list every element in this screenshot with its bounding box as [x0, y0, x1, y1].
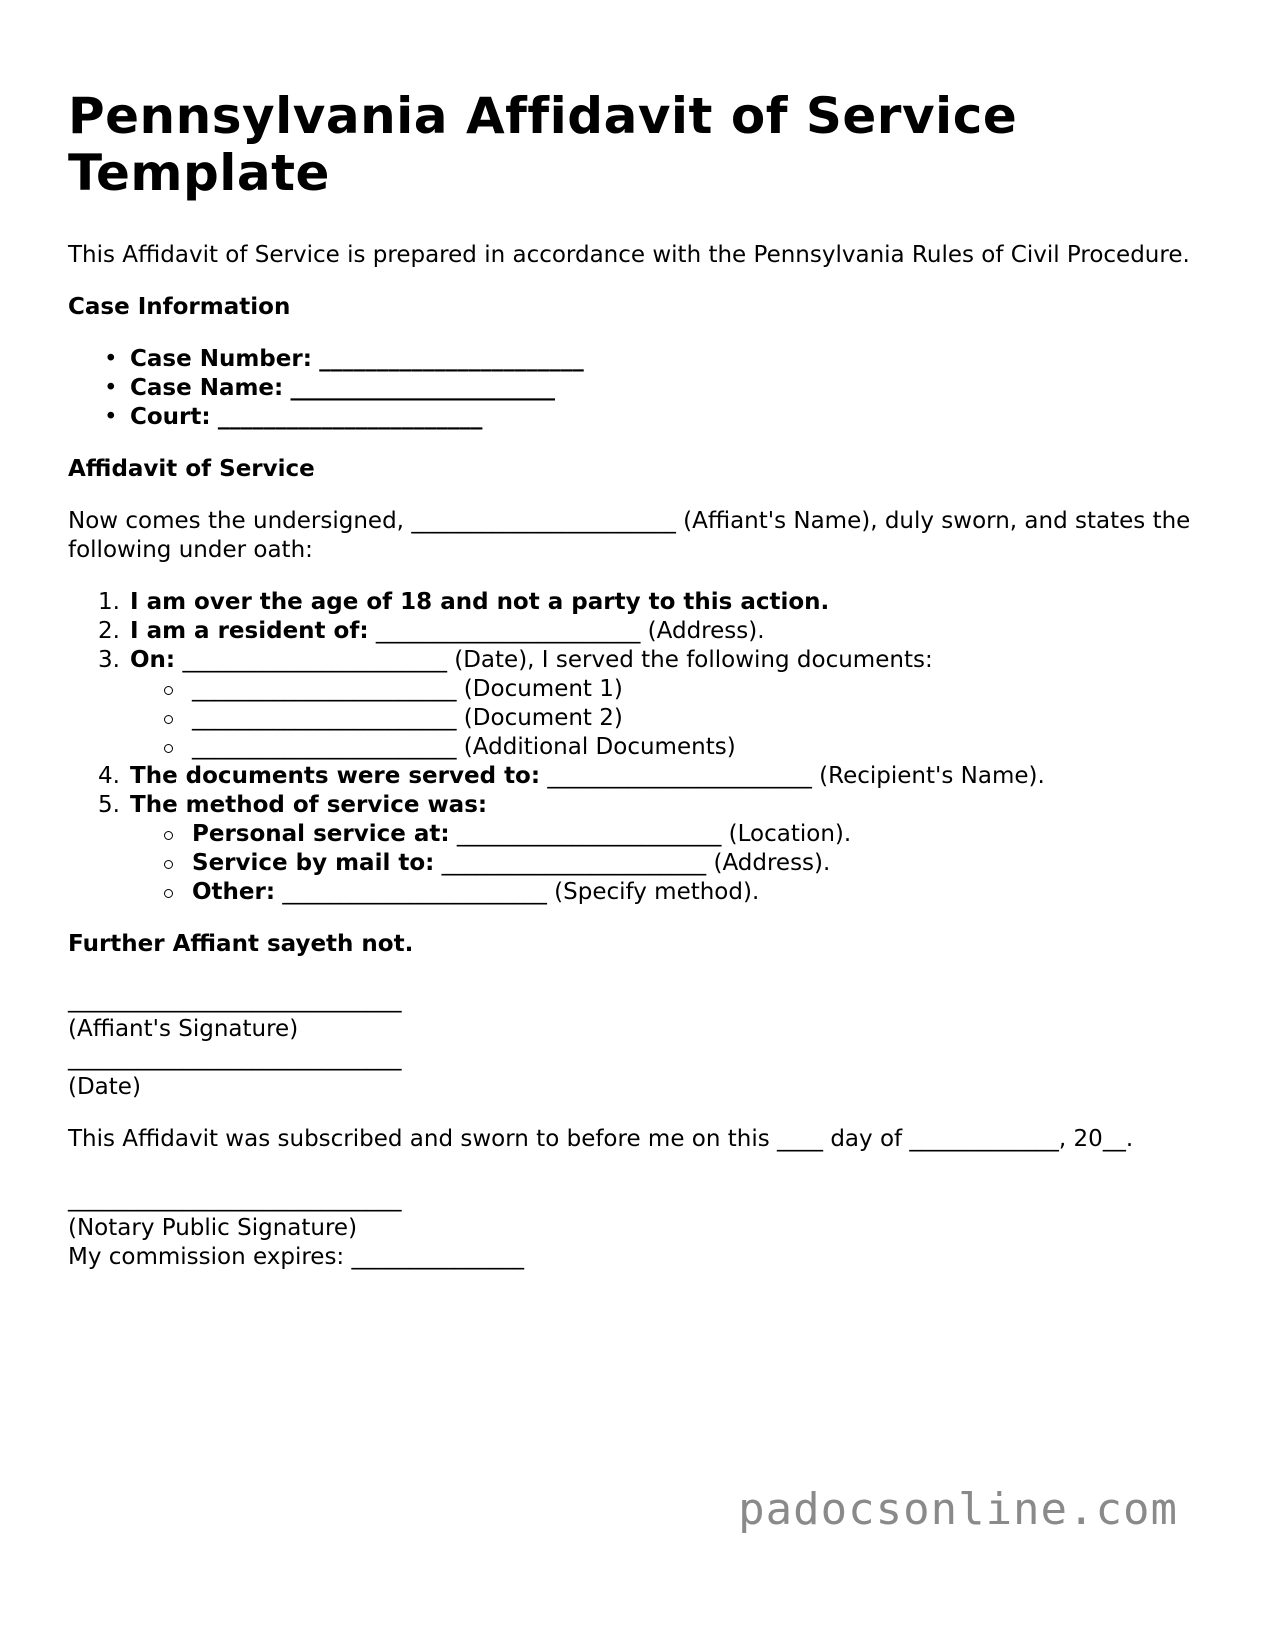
location-blank[interactable]: _______________________ — [456, 821, 722, 847]
opening-paragraph — [68, 507, 1208, 565]
affiant-signature-line[interactable]: _____________________________ — [68, 987, 402, 1013]
statement-1-label: I am over the age of 18 and not a party to this action. — [130, 589, 830, 615]
case-name-blank[interactable]: _______________________ — [290, 375, 556, 401]
statement-number: 3. — [98, 647, 120, 673]
service-methods-list — [130, 820, 1208, 907]
statement-5 — [98, 791, 1208, 907]
statement-2-label: I am a resident of: — [130, 618, 369, 644]
case-number-blank[interactable]: _______________________ — [319, 346, 584, 372]
statement-number: 4. — [98, 763, 120, 789]
commission-prefix: My commission expires: — [68, 1244, 352, 1270]
document-1-suffix: (Document 1) — [456, 676, 623, 702]
mail-service-label: Service by mail to: — [192, 850, 435, 876]
opening-prefix: Now comes the undersigned, — [68, 508, 412, 534]
statement-number: 5. — [98, 792, 120, 818]
affiant-name-blank[interactable]: _______________________ — [411, 508, 676, 534]
affiant-signature-block — [68, 986, 1208, 1044]
notary-signature-line[interactable]: _____________________________ — [68, 1186, 402, 1212]
location-suffix: (Location). — [721, 821, 852, 847]
document-title: Pennsylvania Affidavit of Service Template — [68, 87, 1018, 202]
site-watermark: padocsonline.com — [738, 1484, 1178, 1535]
case-name-label: Case Name: — [130, 375, 284, 401]
resident-address-blank[interactable]: _______________________ — [375, 618, 641, 644]
additional-documents-suffix: (Additional Documents) — [456, 734, 736, 760]
case-information-list — [68, 345, 1208, 432]
statement-2-suffix: (Address). — [640, 618, 765, 644]
case-number-label: Case Number: — [130, 346, 312, 372]
notary-block — [68, 1185, 1208, 1272]
statement-number: 1. — [98, 589, 120, 615]
document-1-blank[interactable]: _______________________ — [192, 676, 457, 702]
statement-4-suffix: (Recipient's Name). — [811, 763, 1045, 789]
statement-4-label: The documents were served to: — [130, 763, 541, 789]
sworn-statement: This Affidavit was subscribed and sworn to before me on this ____ day of _____________, 20__. — [68, 1126, 1134, 1152]
statement-number: 2. — [98, 618, 120, 644]
statement-1 — [98, 588, 1208, 617]
further-affiant-heading: Further Affiant sayeth not. — [68, 931, 414, 957]
affidavit-of-service-heading: Affidavit of Service — [68, 456, 315, 482]
affiant-signature-label: (Affiant's Signature) — [68, 1016, 299, 1042]
document-2-blank[interactable]: _______________________ — [192, 705, 457, 731]
documents-list — [130, 675, 1208, 762]
document-item — [192, 704, 1208, 733]
statement-3-label: On: — [130, 647, 176, 673]
method-item — [192, 820, 1208, 849]
method-item — [192, 849, 1208, 878]
commission-blank[interactable]: _______________ — [351, 1244, 524, 1270]
other-method-label: Other: — [192, 879, 276, 905]
statements-list — [68, 588, 1208, 907]
method-item — [192, 878, 1208, 907]
other-method-blank[interactable]: _______________________ — [282, 879, 547, 905]
case-information-heading: Case Information — [68, 294, 291, 320]
date-line[interactable]: _____________________________ — [68, 1045, 402, 1071]
service-date-blank[interactable]: _______________________ — [182, 647, 447, 673]
statement-3-suffix: (Date), I served the following documents: — [446, 647, 933, 673]
other-method-suffix: (Specify method). — [546, 879, 760, 905]
statement-3 — [98, 646, 1208, 762]
document-item — [192, 675, 1208, 704]
mail-address-blank[interactable]: _______________________ — [441, 850, 707, 876]
statement-2 — [98, 617, 1208, 646]
statement-5-label: The method of service was: — [130, 792, 488, 818]
statement-4 — [98, 762, 1208, 791]
intro-paragraph: This Affidavit of Service is prepared in accordance with the Pennsylvania Rules of Civil Procedure. — [68, 242, 1190, 268]
commission-expires — [68, 1243, 1208, 1272]
opening-suffix: (Affiant's Name), duly sworn, and states the following under oath: — [68, 508, 1191, 563]
court-item — [130, 403, 1208, 432]
date-block — [68, 1044, 1208, 1102]
date-label: (Date) — [68, 1074, 141, 1100]
case-name-item — [130, 374, 1208, 403]
notary-signature-label: (Notary Public Signature) — [68, 1215, 358, 1241]
document-item — [192, 733, 1208, 762]
case-number-item — [130, 345, 1208, 374]
court-blank[interactable]: _______________________ — [217, 404, 483, 430]
personal-service-label: Personal service at: — [192, 821, 450, 847]
court-label: Court: — [130, 404, 211, 430]
additional-documents-blank[interactable]: _______________________ — [192, 734, 457, 760]
recipient-name-blank[interactable]: _______________________ — [547, 763, 812, 789]
mail-address-suffix: (Address). — [706, 850, 831, 876]
document-page — [68, 88, 1208, 1272]
document-2-suffix: (Document 2) — [456, 705, 623, 731]
